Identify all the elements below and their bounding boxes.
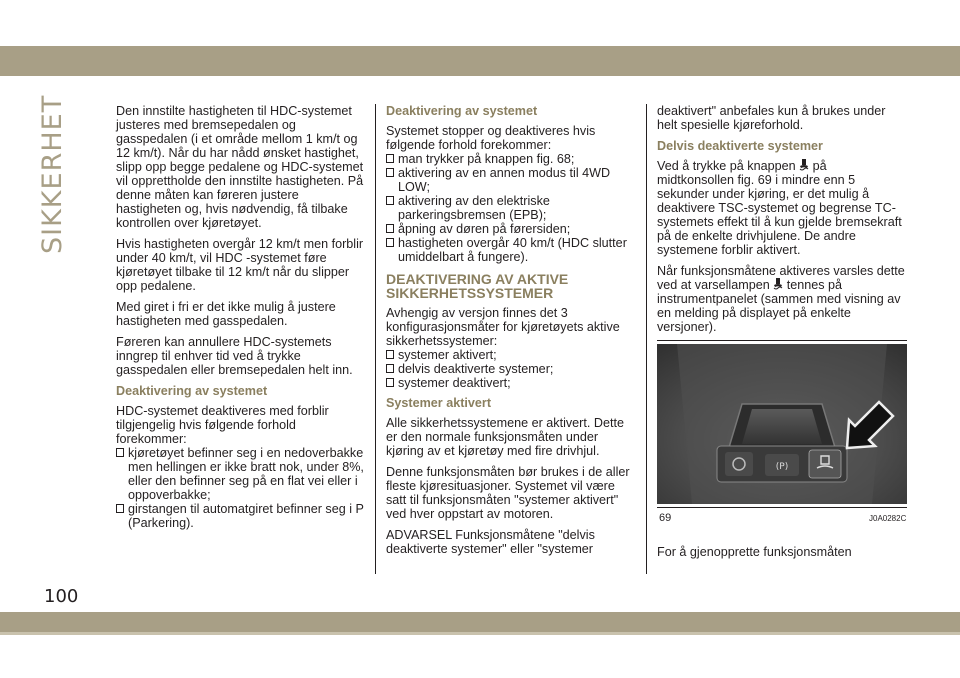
paragraph: For å gjenopprette funksjonsmåten — [657, 545, 852, 559]
list-item: kjøretøyet befinner seg i en nedoverbakke men hellingen er ikke bratt nok, under 8%, eller den befinner seg på en flat vei eller i oppoverbakke; — [116, 446, 366, 502]
parking-brake-icon: (P) — [775, 462, 789, 472]
list-item: åpning av døren på førersiden; — [386, 222, 636, 236]
subheading-partial: Delvis deaktiverte systemer — [657, 139, 823, 153]
subheading-deactivation: Deaktivering av systemet — [386, 104, 538, 118]
checkbox-bullet-icon — [386, 154, 394, 163]
checkbox-bullet-icon — [386, 168, 394, 177]
figure-69 — [657, 340, 907, 508]
section-heading: DEAKTIVERING AV AKTIVE SIKKERHETSSYSTEMER — [386, 271, 569, 301]
checkbox-bullet-icon — [386, 378, 394, 387]
recess-inner — [742, 409, 822, 444]
checkbox-bullet-icon — [116, 504, 124, 513]
esc-off-icon — [799, 159, 809, 172]
checkbox-bullet-icon — [386, 238, 394, 247]
paragraph: Systemet stopper og deaktiveres hvis følgende forhold forekommer: — [386, 124, 596, 152]
paragraph: HDC-systemet deaktiveres med forblir tilgjengelig hvis følgende forhold forekommer: — [116, 404, 329, 446]
subheading-active: Systemer aktivert — [386, 396, 492, 410]
paragraph: Med giret i fri er det ikke mulig å justere hastigheten med gasspedalen. — [116, 300, 336, 328]
checkbox-bullet-icon — [386, 196, 394, 205]
paragraph: ADVARSEL Funksjonsmåtene "delvis deaktiverte systemer" eller "systemer — [386, 528, 595, 556]
bottom-line — [0, 632, 960, 635]
list-item: hastigheten overgår 40 km/t (HDC slutter umiddelbart å fungere). — [386, 236, 636, 264]
column-divider — [646, 104, 647, 574]
warning-lamp-icon — [773, 278, 783, 291]
paragraph: Føreren kan annullere HDC-systemets inngrep til enhver tid ved å trykke gasspedalen eller bremsepedalen helt inn. — [116, 335, 353, 377]
list-item: aktivering av en annen modus til 4WD LOW; — [386, 166, 636, 194]
list-item: systemer aktivert; — [386, 348, 636, 362]
figure-number: 69 — [659, 512, 672, 524]
paragraph: Avhengig av versjon finnes det 3 konfigurasjonsmåter for kjøretøyets aktive sikkerhetssystemer: — [386, 306, 620, 348]
paragraph: Denne funksjonsmåten bør brukes i de aller fleste kjøresituasjoner. Systemet vil være satt til funksjonsmåten "systemer aktivert" ved hver oppstart av motoren. — [386, 465, 630, 521]
section-label — [33, 94, 73, 254]
list-item: delvis deaktiverte systemer; — [386, 362, 636, 376]
column-divider — [375, 104, 376, 574]
paragraph: Alle sikkerhetssystemene er aktivert. Dette er den normale funksjonsmåten under kjøring av et kjøretøy med fire drivhjul. — [386, 416, 624, 458]
list-item: systemer deaktivert; — [386, 376, 636, 390]
header-band — [0, 46, 960, 76]
column-1 — [116, 104, 366, 530]
paragraph: Hvis hastigheten overgår 12 km/t men forblir under 40 km/t, vil HDC -systemet føre kjøretøyet tilbake til 12 km/t når du slipper opp pedalene. — [116, 237, 364, 293]
console-photo — [657, 344, 907, 504]
paragraph: Den innstilte hastigheten til HDC-systemet justeres med bremsepedalen og gasspedalen (i et område mellom 1 km/t og 12 km/t). Når du har nådd ønsket hastighet, slipp opp begge pedalene og HDC-systemet vil opprettholde den innstilte hastigheten. På denne måten kan føreren justere hastigheten og, hvis nødvendig, få tilbake kontrollen over kjøretøyet. — [116, 104, 364, 230]
section-title: SIKKERHET — [37, 94, 68, 254]
column-2 — [386, 104, 636, 563]
checkbox-bullet-icon — [386, 364, 394, 373]
checkbox-bullet-icon — [386, 350, 394, 359]
subheading-deactivation: Deaktivering av systemet — [116, 384, 268, 398]
column-3 — [657, 104, 907, 341]
checkbox-bullet-icon — [386, 224, 394, 233]
paragraph: Ved å trykke på knappen på midtkonsollen fig. 69 i mindre enn 5 sekunder under kjøring, er det mulig å deaktivere TSC-systemet og begrense TC-systemets effekt til å kun gjelde bremsekraft på de enkelte drivhjulene. De andre systemene forblir aktivert. — [657, 159, 902, 257]
page-number: 100 — [44, 586, 79, 607]
list-item: girstangen til automatgiret befinner seg i P (Parkering). — [116, 502, 366, 530]
top-bar — [0, 0, 960, 72]
bottom-bar — [0, 612, 960, 632]
paragraph: Når funksjonsmåtene aktiveres varsles dette ved at varsellampen tennes på instrumentpanelet (sammen med visning av en melding på displayet på enkelte versjoner). — [657, 264, 905, 334]
paragraph: deaktivert" anbefales kun å brukes under helt spesielle kjøreforhold. — [657, 104, 886, 132]
list-item: aktivering av den elektriske parkeringsbremsen (EPB); — [386, 194, 636, 222]
checkbox-bullet-icon — [116, 448, 124, 457]
list-item: man trykker på knappen fig. 68; — [386, 152, 636, 166]
figure-code: J0A0282C — [869, 514, 907, 523]
hill-descent-button — [725, 452, 753, 476]
